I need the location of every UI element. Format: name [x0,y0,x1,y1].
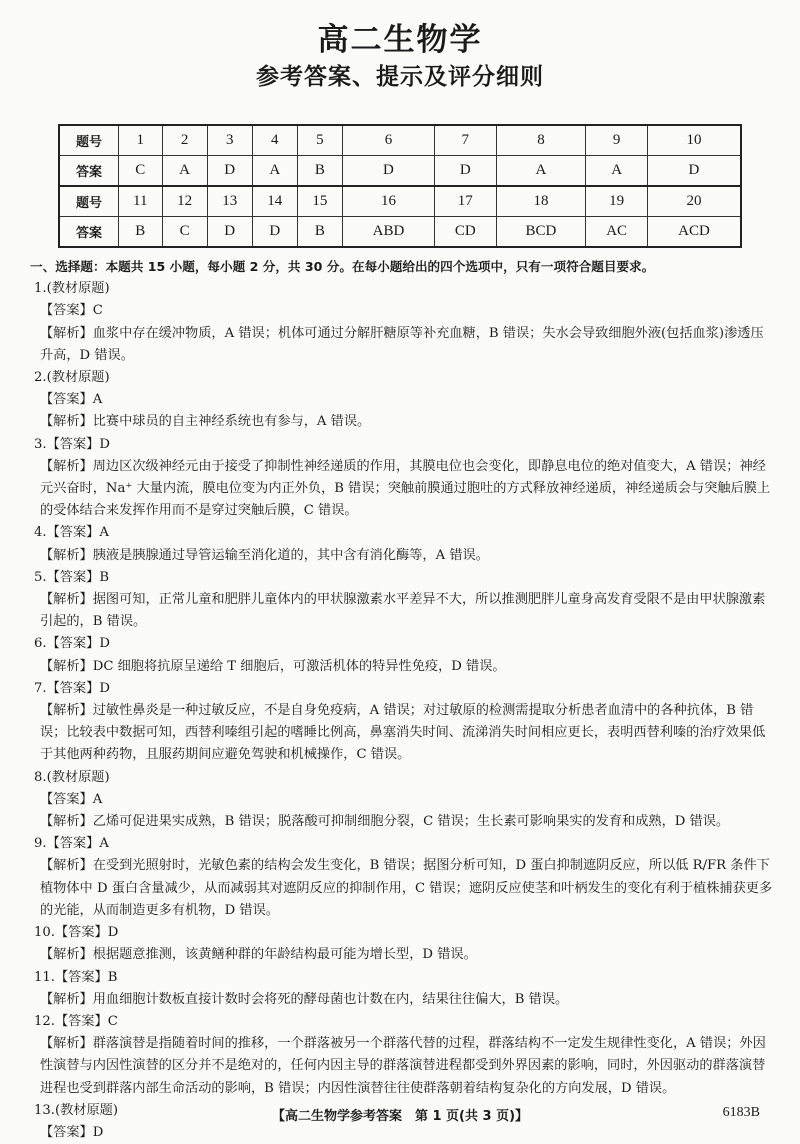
answer-list [34,278,774,1144]
question-number: 19 [586,186,648,217]
question-source: 13.(教材原题) [34,1102,119,1118]
answer-cell: CD [435,217,497,248]
list-item [34,967,774,1011]
question-number: 5 [297,125,342,156]
answer-line: 10.【答案】D [34,925,119,941]
answer-line: 11.【答案】B [34,969,118,985]
question-number: 18 [496,186,586,217]
analysis-text: 【解析】周边区次级神经元由于接受了抑制性神经递质的作用，其膜电位也会变化，即静息电位的绝对值变大，A 错误；神经元兴奋时，Na⁺ 大量内流，膜电位变为内正外负，B 错误；突触前膜通过胞吐的方式释放神经递质，神经递质会与突触后膜上的受体结合来发挥作用而不是穿过突触后膜，C 错误。 [40,458,771,519]
list-item [34,567,774,634]
table-row [59,186,741,217]
analysis-text: 【解析】用血细胞计数板直接计数时会将死的酵母菌也计数在内，结果往往偏大，B 错误。 [40,991,569,1007]
answer-line: 6.【答案】D [34,636,110,652]
list-item [34,767,774,834]
list-item [34,833,774,922]
answer-cell: D [435,156,497,187]
answer-table [58,124,742,248]
analysis-text: 【解析】乙烯可促进果实成熟，B 错误；脱落酸可抑制细胞分裂，C 错误；生长素可影响果实的发育和成熟，D 错误。 [40,814,730,830]
answer-line: 4.【答案】A [34,525,109,541]
question-number: 1 [119,125,163,156]
list-item [34,522,774,566]
answer-cell: B [119,217,163,248]
page-title: 高二生物学 [317,22,483,58]
analysis-text: 【解析】血浆中存在缓冲物质，A 错误；机体可通过分解肝糖原等补充血糖，B 错误；失水会导致细胞外液(包括血浆)渗透压升高，D 错误。 [40,325,764,363]
question-number: 15 [297,186,342,217]
question-number: 8 [496,125,586,156]
question-number: 6 [342,125,434,156]
list-item [34,278,774,367]
analysis-text: 【解析】过敏性鼻炎是一种过敏反应，不是自身免疫病，A 错误；对过敏原的检测需提取分析患者血清中的各种抗体，B 错误；比较表中数据可知，西替利嗪组引起的嗜睡比例高，鼻塞消失时间、流涕消失时间相应更长，表明西替利嗪的治疗效果低于其他两种药物，且服药期间应避免驾驶和机械操作，C 错误。 [40,703,766,763]
question-number: 3 [207,125,252,156]
table-row [59,125,741,156]
question-number: 11 [119,186,163,217]
answer-cell: D [252,217,297,248]
row-header: 答案 [59,156,119,187]
list-item [34,678,774,767]
question-number: 17 [435,186,497,217]
question-number: 16 [342,186,434,217]
page-footer: 【高二生物学参考答案 第 1 页(共 3 页)】 [271,1109,529,1124]
analysis-text: 【解析】胰液是胰腺通过导管运输至消化道的，其中含有消化酶等，A 错误。 [40,547,489,563]
row-header: 题号 [59,125,119,156]
paper-code: 6183B [722,1105,760,1120]
answer-cell: ABD [342,217,434,248]
row-header: 题号 [59,186,119,217]
answer-cell: C [119,156,163,187]
question-number: 20 [647,186,741,217]
page-subtitle: 参考答案、提示及评分细则 [256,64,544,90]
list-item [34,1011,774,1100]
answer-line: 12.【答案】C [34,1013,118,1029]
section-heading: 一、选择题：本题共 15 小题，每小题 2 分，共 30 分。在每小题给出的四个选项中，只有一项符合题目要求。 [30,259,655,274]
question-number: 9 [586,125,648,156]
question-number: 14 [252,186,297,217]
answer-body [30,256,774,1144]
answer-line: 【答案】A [40,392,103,408]
question-number: 10 [647,125,741,156]
table-row [59,217,741,248]
answer-line: 9.【答案】A [34,836,109,852]
answer-cell: BCD [496,217,586,248]
answer-cell: A [252,156,297,187]
answer-line: 5.【答案】B [34,569,110,585]
analysis-text: 【解析】在受到光照射时，光敏色素的结构会发生变化，B 错误；据图分析可知，D 蛋白抑制遮阴反应，所以低 R/FR 条件下植物体中 D 蛋白含量减少，从而减弱其对遮阴反应的抑制作用，C 错误；遮阴反应使茎和叶柄发生的变化有利于植株捕获更多的光能，从而制造更多有机物，D 错误。 [40,858,773,918]
answer-cell: C [162,217,207,248]
question-source: 1.(教材原题) [34,281,110,297]
answer-cell: D [207,156,252,187]
question-number: 4 [252,125,297,156]
analysis-text: 【解析】比赛中球员的自主神经系统也有参与，A 错误。 [40,414,371,430]
answer-cell: A [496,156,586,187]
answer-cell: D [342,156,434,187]
list-item [34,922,774,966]
analysis-text: 【解析】根据题意推测，该黄鳝种群的年龄结构最可能为增长型，D 错误。 [40,947,477,963]
analysis-text: 【解析】DC 细胞将抗原呈递给 T 细胞后，可激活机体的特异性免疫，D 错误。 [40,658,506,674]
answer-line: 【答案】D [40,1124,104,1140]
answer-cell: A [162,156,207,187]
answer-cell: B [297,217,342,248]
answer-line: 7.【答案】D [34,680,110,696]
analysis-text: 【解析】据图可知，正常儿童和肥胖儿童体内的甲状腺激素水平差异不大，所以推测肥胖儿童身高发育受限不是由甲状腺激素引起的，B 错误。 [40,592,766,630]
question-number: 7 [435,125,497,156]
question-number: 2 [162,125,207,156]
answer-cell: D [647,156,741,187]
question-source: 2.(教材原题) [34,370,110,386]
answer-cell: D [207,217,252,248]
answer-cell: A [586,156,648,187]
table-row [59,156,741,187]
question-number: 13 [207,186,252,217]
answer-line: 3.【答案】D [34,436,110,452]
answer-cell: AC [586,217,648,248]
answer-cell: B [297,156,342,187]
answer-cell: ACD [647,217,741,248]
list-item [34,434,774,523]
list-item [34,633,774,677]
list-item [34,367,774,434]
question-source: 8.(教材原题) [34,769,110,785]
analysis-text: 【解析】群落演替是指随着时间的推移，一个群落被另一个群落代替的过程，群落结构不一定发生规律性变化，A 错误；外因性演替与内因性演替的区分并不是绝对的，任何内因主导的群落演替进程都受到外界因素的影响，同时，外因驱动的群落演替进程也受到群落内部生命活动的影响，B 错误；内因性演替往往使群落朝着结构复杂化的方向发展，D 错误。 [40,1036,766,1096]
answer-line: 【答案】A [40,791,103,807]
question-number: 12 [162,186,207,217]
answer-line: 【答案】C [40,303,103,319]
row-header: 答案 [59,217,119,248]
